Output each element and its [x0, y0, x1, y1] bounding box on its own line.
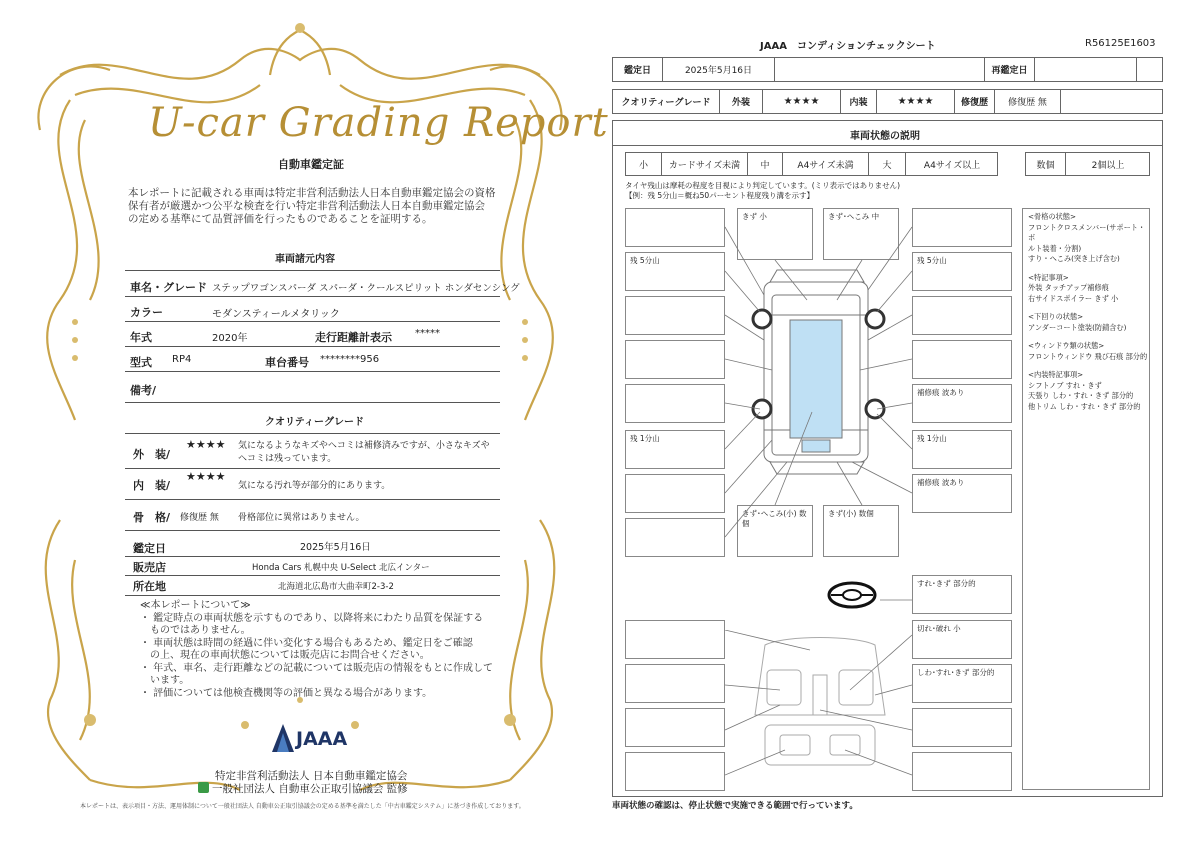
note-box-interior-l4 — [625, 752, 725, 791]
model-label: 型式 — [130, 356, 152, 369]
note-box-r4 — [912, 340, 1012, 379]
sheet-id: R56125E1603 — [1085, 38, 1156, 49]
exterior-stars: ★★★★ — [186, 438, 226, 451]
note-box-l2: 残 5分山 — [625, 252, 725, 291]
dealer-label: 販売店 — [133, 561, 166, 574]
note-box-r7: 補修痕 波あり — [912, 474, 1012, 513]
remarks-label: 備考/ — [130, 384, 157, 397]
count-legend — [1025, 152, 1150, 176]
org-jaaa: 特定非営利活動法人 日本自動車鑑定協会 — [215, 770, 408, 782]
note-box-bottom-right: きず(小) 数個 — [823, 505, 899, 557]
size-small: 小 — [626, 153, 662, 175]
sheet-date-value: 2025年5月16日 — [663, 58, 775, 81]
name-label: 車名・グレード — [130, 281, 207, 294]
color-value: モダンスティールメタリック — [212, 309, 340, 320]
color-label: カラー — [130, 306, 163, 319]
size-small-desc: カードサイズ未満 — [662, 153, 748, 175]
sheet-footer: 車両状態の確認は、停止状態で実施できる範囲で行っています。 — [612, 801, 858, 811]
sheet-repair-label: 修復歴 — [955, 90, 995, 113]
model-value: RP4 — [172, 354, 192, 365]
note-box-r6: 残 1分山 — [912, 430, 1012, 469]
note-box-top-right: きず･へこみ 中 — [823, 208, 899, 260]
interior-note: 気になる汚れ等が部分的にあります。 — [238, 481, 391, 491]
note-box-l6: 残 1分山 — [625, 430, 725, 469]
sheet-grade-label: クオリティーグレード — [613, 90, 720, 113]
interior-stars: ★★★★ — [186, 470, 226, 483]
size-large-desc: A4サイズ以上 — [923, 160, 981, 171]
date-value: 2025年5月16日 — [300, 542, 371, 553]
sheet-exterior-stars: ★★★★ — [763, 90, 841, 113]
note-box-r1 — [912, 208, 1012, 247]
note-box-interior-l1 — [625, 620, 725, 659]
fair-trade-icon — [198, 782, 209, 793]
name-value: ステップワゴンスパーダ スパーダ・クールスピリット ホンダセンシング — [212, 283, 520, 294]
frame-note: 骨格部位に異常はありません。 — [238, 513, 365, 523]
note-box-bottom-left: きず･へこみ(小) 数個 — [737, 505, 813, 557]
note-box-r3 — [912, 296, 1012, 335]
frame-label: 骨 格/ — [133, 511, 171, 524]
address-value: 北海道北広島市大曲幸町2-3-2 — [278, 582, 394, 592]
size-legend — [625, 152, 998, 176]
note-box-r2: 残 5分山 — [912, 252, 1012, 291]
report-notes: ≪本レポートについて≫ ・ 鑑定時点の車両状態を示すものであり、以降将来にわたり品質を保証する ものではありません。 ・ 車両状態は時間の経過に伴い変化する場合もあるため、鑑定日をご確認 の上、現在の車両状態については販売店にお問合せください。 ・ 年式、車名、走行距離などの記載については販売店の情報をもとに作成して います。 ・ 評価については他検査機関等の評価と異なる場合があります。 — [140, 600, 493, 699]
chassis-label: 車台番号 — [265, 356, 309, 369]
sheet-date-label: 鑑定日 — [613, 58, 663, 81]
chassis-value: ********956 — [320, 354, 380, 365]
certificate-subtitle: 自動車鑑定証 — [278, 158, 344, 171]
sheet-interior-stars: ★★★★ — [877, 90, 955, 113]
dealer-value: Honda Cars 札幌中央 U-Select 北広インター — [252, 563, 430, 573]
note-box-interior-4 — [912, 752, 1012, 791]
note-box-interior-l3 — [625, 708, 725, 747]
side-notes: <骨格の状態> フロントクロスメンバー(サポート・ボ ルト装着・分割) すり・へこみ(突き上げ含む) <特記事項> 外装 タッチアップ補修痕 右サイドスポイラー きず 小 <下回りの状態> アンダーコート塗装(防錆含む) <ウィンドウ類の状態> フロントウィンドウ 飛び石痕 部分的 <内装特記事項> シフトノブ すれ・きず 天張り しわ・すれ・きず 部分的 他トリム しわ・すれ・きず 部分的 — [1022, 208, 1150, 790]
count-label: 数個 — [1026, 153, 1066, 175]
grade-row — [612, 89, 1163, 114]
spec-header: 車両諸元内容 — [275, 254, 335, 265]
note-box-interior-3 — [912, 708, 1012, 747]
size-mid-desc: A4サイズ未満 — [783, 153, 869, 175]
address-label: 所在地 — [133, 580, 166, 593]
note-box-interior-1: 切れ･破れ 小 — [912, 620, 1012, 659]
odometer-label: 走行距離計表示 — [315, 331, 392, 344]
car-interior-diagram — [725, 630, 915, 790]
intro-text: 本レポートに記載される車両は特定非営利活動法人日本自動車鑑定協会の資格 保有者が厳選かつ公平な検査を行い特定非営利活動法人日本自動車鑑定協会 の定める基準にて品質評価を行ったものであることを証明する。 — [128, 187, 496, 225]
jaaa-logo-icon — [272, 724, 294, 752]
exterior-note: 気になるようなキズやヘコミは補修済みですが、小さなキズや ヘコミは残っています。 — [238, 441, 490, 464]
count-desc: 2個以上 — [1091, 160, 1125, 171]
tire-note-2: 【例：残 5分山＝概ね50パーセント程度残り溝を示す】 — [625, 191, 815, 200]
org-fair-trade: 一般社団法人 自動車公正取引協議会 監修 — [212, 783, 408, 795]
interior-label: 内 装/ — [133, 479, 171, 492]
note-box-r5: 補修痕 波あり — [912, 384, 1012, 423]
note-box-top-left: きず 小 — [737, 208, 813, 260]
jaaa-logo-text: JAAA — [296, 728, 348, 750]
note-box-interior-2: しわ･すれ･きず 部分的 — [912, 664, 1012, 703]
note-box-steering: すれ･きず 部分的 — [912, 575, 1012, 614]
size-mid: 中 — [748, 153, 783, 175]
date-label: 鑑定日 — [133, 542, 166, 555]
condition-header: 車両状態の説明 — [850, 131, 920, 142]
sheet-interior-label: 内装 — [841, 90, 877, 113]
sheet-title: JAAA コンディションチェックシート — [760, 41, 936, 52]
certificate-footer: 本レポートは、表示項目・方法、運用体制について一般社団法人 自動車公正取引協議会の定める基準を満たした「中古車鑑定システム」に基づき作成しております。 — [80, 803, 525, 810]
note-box-interior-l2 — [625, 664, 725, 703]
frame-value: 修復歴 無 — [180, 513, 219, 523]
redate-label: 再鑑定日 — [985, 58, 1035, 81]
date-row — [612, 57, 1163, 82]
sheet-exterior-label: 外装 — [720, 90, 763, 113]
tire-note-1: タイヤ残山は摩耗の程度を目視により判定しています。(ミリ表示ではありません) — [625, 181, 901, 190]
grade-header: クオリティーグレード — [265, 417, 364, 428]
year-value: 2020年 — [212, 333, 248, 344]
exterior-label: 外 装/ — [133, 448, 171, 461]
size-large: 大 — [869, 153, 906, 175]
car-exterior-diagram — [612, 200, 922, 580]
sheet-repair-value: 修復歴 無 — [995, 90, 1061, 113]
year-label: 年式 — [130, 331, 152, 344]
script-title: U-car Grading Report — [148, 100, 609, 146]
odometer-value: ***** — [415, 328, 440, 339]
